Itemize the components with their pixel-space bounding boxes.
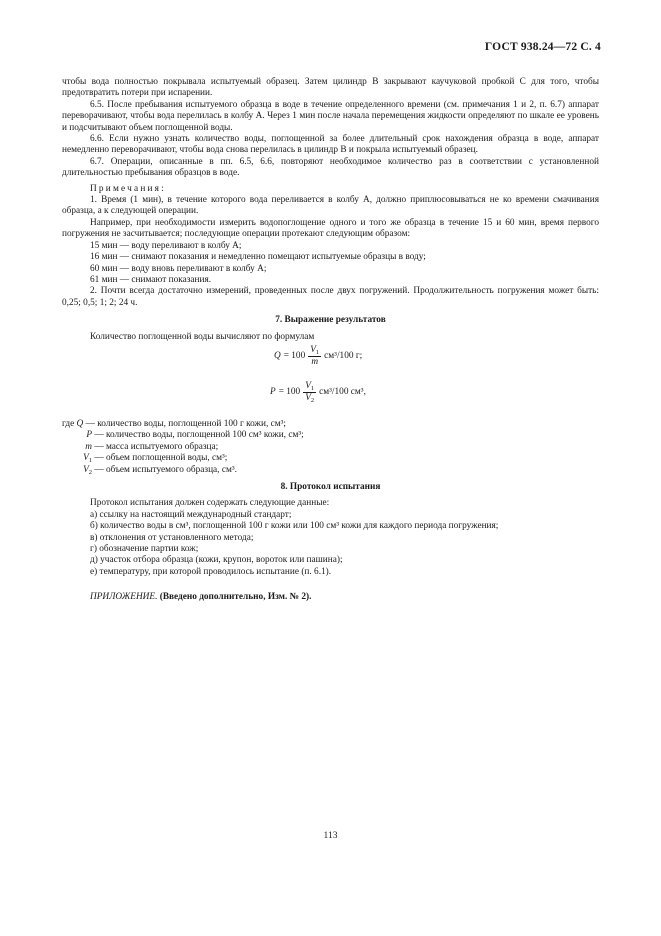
formula-p	[270, 381, 366, 404]
definition-symbol: Q	[76, 418, 84, 429]
note-2: 2. Почти всегда достаточно измерений, проведенных после двух погружений. Продолжительность погружения может быть: 0,25; 0,5; 1; 2; 24 ч.	[62, 286, 599, 308]
definition-symbol: V	[83, 464, 89, 475]
operation-step: 61 мин — снимают показания.	[90, 274, 212, 285]
document-body	[62, 77, 599, 613]
operation-step: 60 мин — воду вновь переливают в колбу А;	[90, 263, 267, 274]
protocol-item: е) температуру, при которой проводилось испытание (п. 6.1).	[90, 566, 332, 577]
definition-symbol: m	[85, 441, 92, 452]
section-8-heading: 8. Протокол испытания	[280, 481, 381, 492]
definition-text: — объем испытуемого образца, см³.	[94, 464, 237, 475]
section-7-heading: 7. Выражение результатов	[275, 315, 386, 326]
definition-text: — количество воды, поглощенной 100 г кожи, см³;	[85, 418, 286, 429]
appendix-label: ПРИЛОЖЕНИЕ.	[90, 592, 158, 603]
operation-step: 16 мин — снимают показания и немедленно помещают испытуемые образцы в воду;	[90, 252, 426, 263]
formula-p-row	[62, 381, 599, 415]
protocol-item: а) ссылку на настоящий международный стандарт;	[90, 509, 292, 520]
section-8-intro: Протокол испытания должен содержать следующие данные:	[90, 498, 330, 509]
definition-symbol-sub: 1	[88, 457, 92, 465]
note-example: Например, при необходимости измерить водопоглощение одного и того же образца в течение 15 и 60 мин, время первого погружения не засчитывается; последующие операции протекают следующим образом:	[62, 217, 599, 240]
definition-row	[62, 419, 599, 430]
protocol-item: д) участок отбора образца (кожи, крупон, вороток или пашина);	[90, 555, 343, 566]
definition-text: — количество воды, поглощенной 100 см³ кожи, см³;	[94, 430, 304, 441]
definition-text: — объем поглощенной воды, см³;	[94, 453, 228, 464]
note-1: 1. Время (1 мин), в течение которого вода переливается в колбу А, должно приплюсовываться не ко времени смачивания образца, а к следующей операции.	[62, 195, 599, 217]
definition-symbol: V	[83, 453, 89, 464]
formula-q-num-sub: 1	[315, 348, 320, 356]
paragraph-6-6: 6.6. Если нужно узнать количество воды, поглощенной за более длительный срок нахождения образца в воде, аппарат немедленно переворачивают, чтобы вода снова перелилась в цилиндр В и покрыла испытуемый образец.	[62, 134, 599, 156]
formula-q-eq: = 100	[283, 350, 306, 361]
section-7-intro: Количество поглощенной воды вычисляют по формулам	[90, 331, 315, 342]
protocol-item: в) отклонения от установленного метода;	[90, 532, 254, 543]
definition-row	[62, 442, 599, 453]
appendix-amendment: (Введено дополнительно, Изм. № 2).	[159, 592, 312, 603]
formula-q-den: m	[311, 356, 319, 367]
formula-q-row	[62, 345, 599, 379]
protocol-item: б) количество воды в см³, поглощенной 100 г кожи или 100 см³ кожи для каждого периода погружения;	[90, 521, 499, 532]
definition-row	[62, 430, 599, 441]
definition-symbol: P	[86, 430, 92, 441]
definition-symbol-sub: 2	[88, 468, 92, 476]
formula-q	[274, 345, 362, 368]
formula-p-num: V	[305, 380, 311, 391]
operation-step: 15 мин — воду переливают в колбу А;	[90, 240, 242, 251]
formula-p-fraction	[303, 381, 316, 404]
formula-q-unit: см³/100 г;	[324, 350, 363, 361]
formula-p-eq: = 100	[278, 386, 301, 397]
definition-text: — масса испытуемого образца;	[94, 441, 219, 452]
formula-q-num: V	[310, 344, 316, 355]
definitions-lead: где	[62, 418, 75, 429]
definition-row	[62, 465, 599, 476]
formula-p-unit: см³/100 см³,	[319, 386, 366, 397]
formula-p-num-sub: 1	[310, 384, 315, 392]
protocol-item: г) обозначение партии кож;	[90, 544, 199, 554]
paragraph-6-5: 6.5. После пребывания испытуемого образца в воде в течение определенного времени (см. примечания 1 и 2, п. 6.7) аппарат переворачивают, чтобы вода перелилась в колбу А. Через 1 мин после начала перемещения жидкости определяют по шкале ее уровень и подсчитывают объем поглощенной воды.	[62, 99, 599, 133]
paragraph-continuation: чтобы вода полностью покрывала испытуемый образец. Затем цилиндр В закрывают каучуковой пробкой С для того, чтобы предотвратить потери при испарении.	[62, 77, 599, 99]
page-header: ГОСТ 938.24—72 С. 4	[484, 41, 601, 53]
symbol-definitions	[62, 419, 599, 476]
page-number: 113	[323, 831, 338, 841]
formula-p-den: V	[305, 392, 311, 403]
notes-title: Примечания:	[90, 183, 166, 194]
formula-p-lhs: P	[270, 386, 276, 397]
paragraph-6-7: 6.7. Операции, описанные в пп. 6.5, 6.6, повторяют необходимое количество раз в соответствии с установленной длительностью пребывания образцов в воде.	[62, 156, 599, 179]
formula-q-fraction	[308, 345, 321, 368]
appendix-note	[62, 592, 599, 603]
formula-q-lhs: Q	[274, 350, 281, 361]
definition-row	[62, 453, 599, 464]
formula-p-den-sub: 2	[310, 396, 315, 404]
